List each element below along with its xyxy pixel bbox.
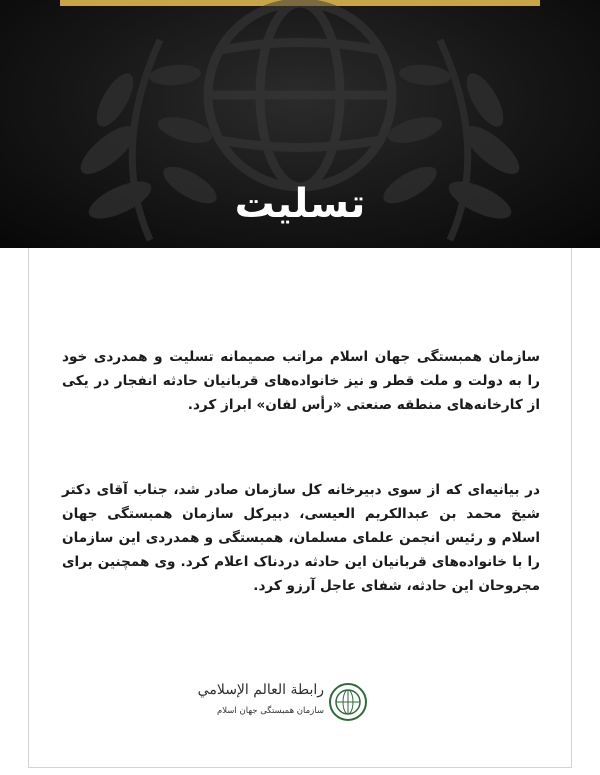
page-title: تسلیت [234,181,366,227]
page-border-bottom [28,767,572,768]
statement-paragraph-1: سازمان همبستگی جهان اسلام مراتب صمیمانه تسلیت و همدردی خود را به دولت و ملت قطر و نیز خانواده‌های قربانیان حادثه انفجار در یکی از کارخانه‌های منطقه صنعتی «رأس لفان» ابراز کرد. [62,349,540,413]
organization-logo [197,676,368,736]
page-border-right [571,248,572,768]
logo-arabic-name: رابطة العالم الإسلامي [197,682,324,698]
mwl-seal-icon [328,682,368,722]
page-border-left [28,248,29,768]
statement-paragraph-2: در بیانیه‌ای که از سوی دبیرخانه کل سازمان صادر شد، جناب آقای دکتر شیخ محمد بن عبدالکریم العیسی، دبیرکل سازمان همبستگی جهان اسلام و رئیس انجمن علمای مسلمان، همبستگی و همدردی این سازمان را با خانواده‌های قربانیان این حادثه دردناک اعلام کرد. وی همچنین برای مجروحان این حادثه، شفای عاجل آرزو کرد. [62,482,540,594]
logo-persian-name: سازمان همبستگی جهان اسلام [216,706,324,716]
header-banner [0,0,600,248]
